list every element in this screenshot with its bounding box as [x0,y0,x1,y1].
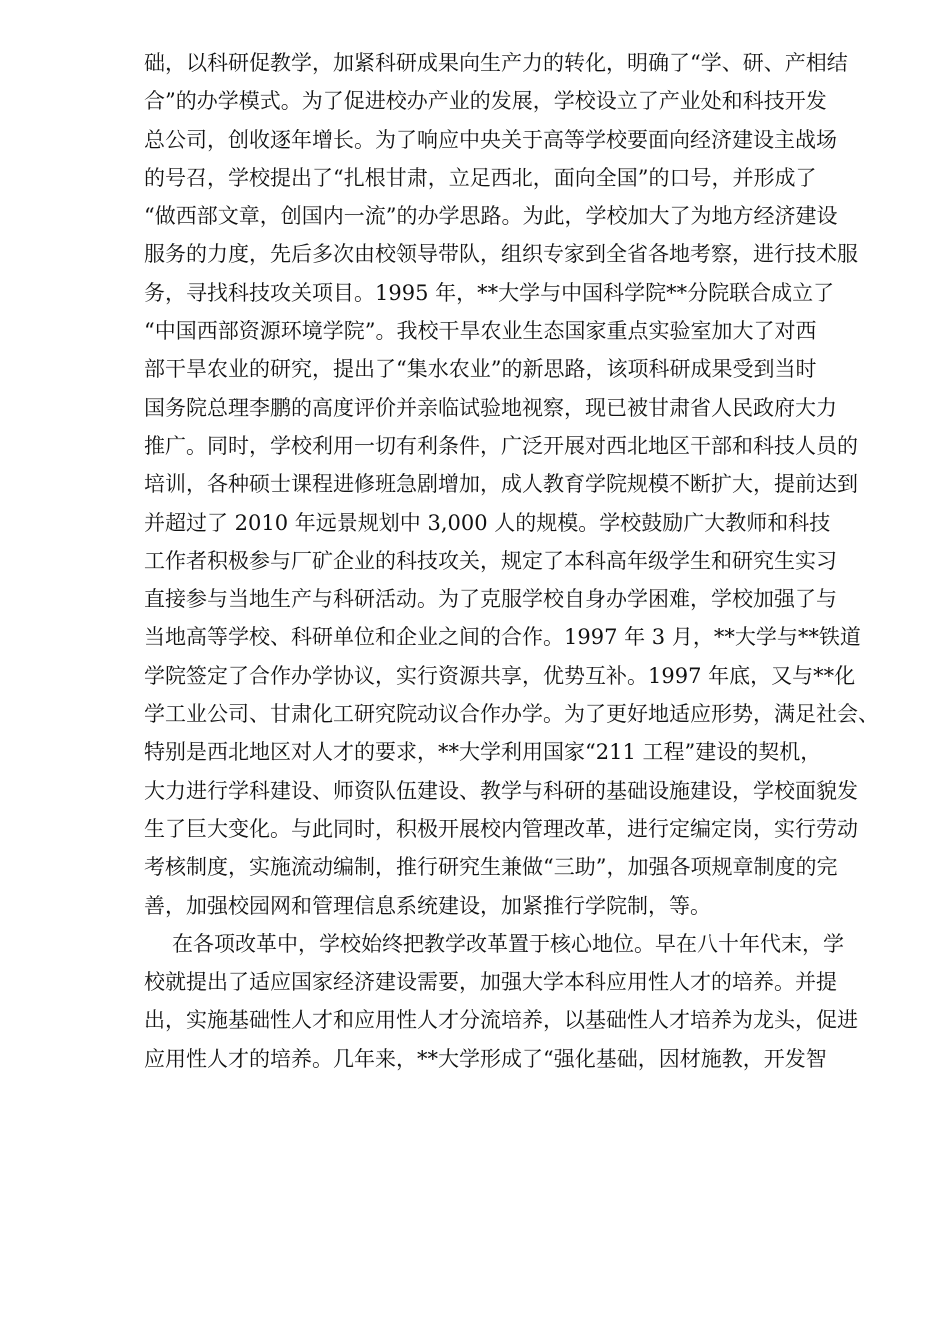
text-line: 考核制度，实施流动编制，推行研究生兼做“三助”，加强各项规章制度的完 [144,855,838,880]
text-line: 总公司，创收逐年增长。为了响应中央关于高等学校要面向经济建设主战场 [144,127,837,152]
text-line: 当地高等学校、科研单位和企业之间的合作。1997 年 3 月，**大学与**铁道 [144,625,861,650]
text-line: 特别是西北地区对人才的要求，**大学利用国家“211 工程”建设的契机， [144,740,822,765]
text-line: 部干旱农业的研究，提出了“集水农业”的新思路，该项科研成果受到当时 [144,357,817,382]
text-line: 推广。同时，学校利用一切有利条件，广泛开展对西北地区干部和科技人员的 [144,433,858,458]
text-line: 校就提出了适应国家经济建设需要，加强大学本科应用性人才的培养。并提 [144,970,837,995]
text-line: 直接参与当地生产与科研活动。为了克服学校自身办学困难，学校加强了与 [144,587,837,612]
text-line: 合”的办学模式。为了促进校办产业的发展，学校设立了产业处和科技开发 [144,89,827,114]
text-line: “做西部文章，创国内一流”的办学思路。为此，学校加大了为地方经济建设 [144,204,838,229]
text-line: 国务院总理李鹏的高度评价并亲临试验地视察，现已被甘肃省人民政府大力 [144,395,837,420]
text-line: 大力进行学科建设、师资队伍建设、教学与科研的基础设施建设，学校面貌发 [144,778,858,803]
text-line: 培训，各种硕士课程进修班急剧增加，成人教育学院规模不断扩大，提前达到 [144,472,858,497]
text-line: 应用性人才的培养。几年来，**大学形成了“强化基础，因材施教，开发智 [144,1046,827,1071]
text-line: 工作者积极参与厂矿企业的科技攻关，规定了本科高年级学生和研究生实习 [144,548,837,573]
text-line: 的号召，学校提出了“扎根甘肃，立足西北，面向全国”的口号，并形成了 [144,165,817,190]
text-line: 生了巨大变化。与此同时，积极开展校内管理改革，进行定编定岗，实行劳动 [144,816,858,841]
text-line: 学院签定了合作办学协议，实行资源共享，优势互补。1997 年底，又与**化 [144,663,856,688]
text-line: 善，加强校园网和管理信息系统建设，加紧推行学院制，等。 [144,893,711,918]
text-line: 并超过了 2010 年远景规划中 3,000 人的规模。学校鼓励广大教师和科技 [144,510,831,535]
body-text [144,44,884,1078]
text-line: 础，以科研促教学，加紧科研成果向生产力的转化，明确了“学、研、产相结 [144,51,848,75]
text-line: 学工业公司、甘肃化工研究院动议合作办学。为了更好地适应形势，满足社会、 [144,702,879,727]
text-line: 出，实施基础性人才和应用性人才分流培养，以基础性人才培养为龙头，促进 [144,1008,858,1033]
paragraph-first-line: 在各项改革中，学校始终把教学改革置于核心地位。早在八十年代末，学 [172,931,844,956]
text-line: 服务的力度，先后多次由校领导带队，组织专家到全省各地考察，进行技术服 [144,242,858,267]
text-line: 务，寻找科技攻关项目。1995 年，**大学与中国科学院**分院联合成立了 [144,280,835,305]
text-line: “中国西部资源环境学院”。我校干旱农业生态国家重点实验室加大了对西 [144,319,817,344]
